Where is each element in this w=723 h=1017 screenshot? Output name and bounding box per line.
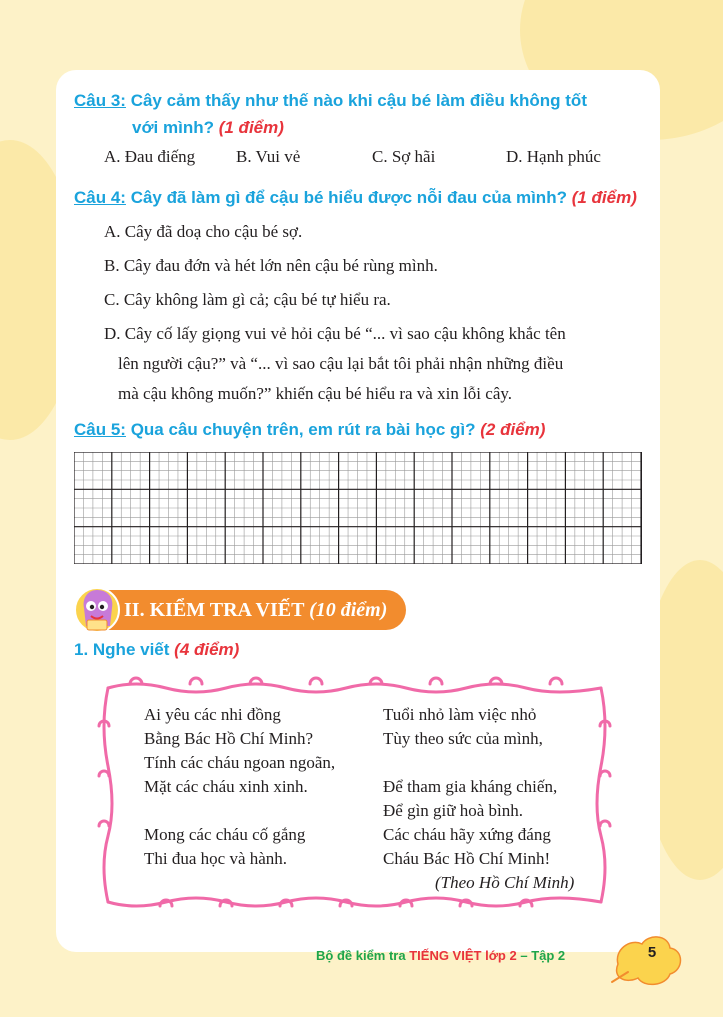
question-3-number: Câu 3: — [74, 91, 126, 110]
question-4-option-d-line1: D. Cây cố lấy giọng vui vẻ hỏi cậu bé “... vì sao cậu không khắc tên — [104, 324, 566, 343]
footer-book-prefix: Bộ đề kiểm tra — [316, 948, 406, 963]
poem-line: Mặt các cháu xinh xinh. — [144, 777, 308, 796]
question-4-text: Cây đã làm gì để cậu bé hiểu được nỗi đau của mình? — [130, 188, 567, 207]
question-3-option-a: A. Đau điếng — [104, 147, 196, 166]
poem-source: (Theo Hồ Chí Minh) — [435, 873, 575, 892]
question-3-text-line1: Cây cảm thấy như thế nào khi cậu bé làm điều không tốt — [130, 91, 587, 110]
footer-subject: TIẾNG VIỆT — [409, 948, 482, 963]
question-4-option-d-line3: mà cậu không muốn?” khiến cậu bé hiểu ra và xin lỗi cây. — [118, 384, 513, 403]
question-5-text: Qua câu chuyện trên, em rút ra bài học gì? — [130, 420, 476, 439]
poem-line: Ai yêu các nhi đồng — [144, 705, 281, 724]
footer-volume: Tập 2 — [531, 948, 566, 963]
poem-line: Các cháu hãy xứng đáng — [383, 825, 551, 844]
poem-line: Để tham gia kháng chiến, — [383, 777, 558, 796]
footer-separator: – — [520, 948, 528, 963]
question-3 — [74, 87, 654, 141]
question-5-number: Câu 5: — [74, 420, 126, 439]
question-3-option-d: D. Hạnh phúc — [506, 147, 601, 166]
poem-line: Mong các cháu cố gắng — [144, 825, 306, 844]
section-2-points: (10 điểm) — [309, 599, 388, 621]
question-4-option-b: B. Cây đau đớn và hét lớn nên cậu bé rùng mình. — [104, 256, 438, 275]
poem-line: Cháu Bác Hồ Chí Minh! — [383, 849, 551, 868]
poem-line: Tính các cháu ngoan ngoãn, — [144, 753, 336, 772]
part-1-points: (4 điểm) — [174, 640, 240, 659]
question-4-option-d — [104, 319, 649, 409]
question-4-option-a: A. Cây đã doạ cho cậu bé sợ. — [104, 222, 303, 241]
section-2-title-text: II. KIỂM TRA VIẾT — [124, 599, 305, 621]
question-4 — [74, 184, 654, 211]
poem-line: Để gìn giữ hoà bình. — [383, 801, 524, 820]
question-3-points: (1 điểm) — [218, 118, 284, 137]
question-3-text-line2: với mình? — [132, 118, 214, 137]
page-number: 5 — [647, 944, 657, 961]
poem-line: Bằng Bác Hồ Chí Minh? — [144, 729, 314, 748]
mascot-icon — [74, 586, 120, 634]
question-4-option-d-line2: lên người cậu?” và “... vì sao cậu lại bắt tôi phải nhận những điều — [118, 354, 564, 373]
poem-line: Thi đua học và hành. — [144, 849, 288, 868]
question-3-option-c: C. Sợ hãi — [372, 147, 436, 166]
writing-grid[interactable] — [74, 452, 642, 564]
question-5 — [74, 416, 654, 443]
section-2-title — [124, 596, 387, 624]
question-3-option-b: B. Vui vẻ — [236, 147, 301, 166]
question-4-option-c: C. Cây không làm gì cả; cậu bé tự hiểu ra. — [104, 290, 391, 309]
question-4-points: (1 điểm) — [571, 188, 637, 207]
footer-grade: lớp 2 — [485, 948, 517, 963]
poem-line: Tuổi nhỏ làm việc nhỏ — [383, 705, 537, 724]
poem-line: Tùy theo sức của mình, — [383, 729, 543, 748]
question-4-number: Câu 4: — [74, 188, 126, 207]
footer-book-title — [316, 948, 565, 963]
part-1-title — [74, 638, 239, 662]
question-5-points: (2 điểm) — [480, 420, 546, 439]
part-1-title-text: 1. Nghe viết — [74, 640, 170, 659]
